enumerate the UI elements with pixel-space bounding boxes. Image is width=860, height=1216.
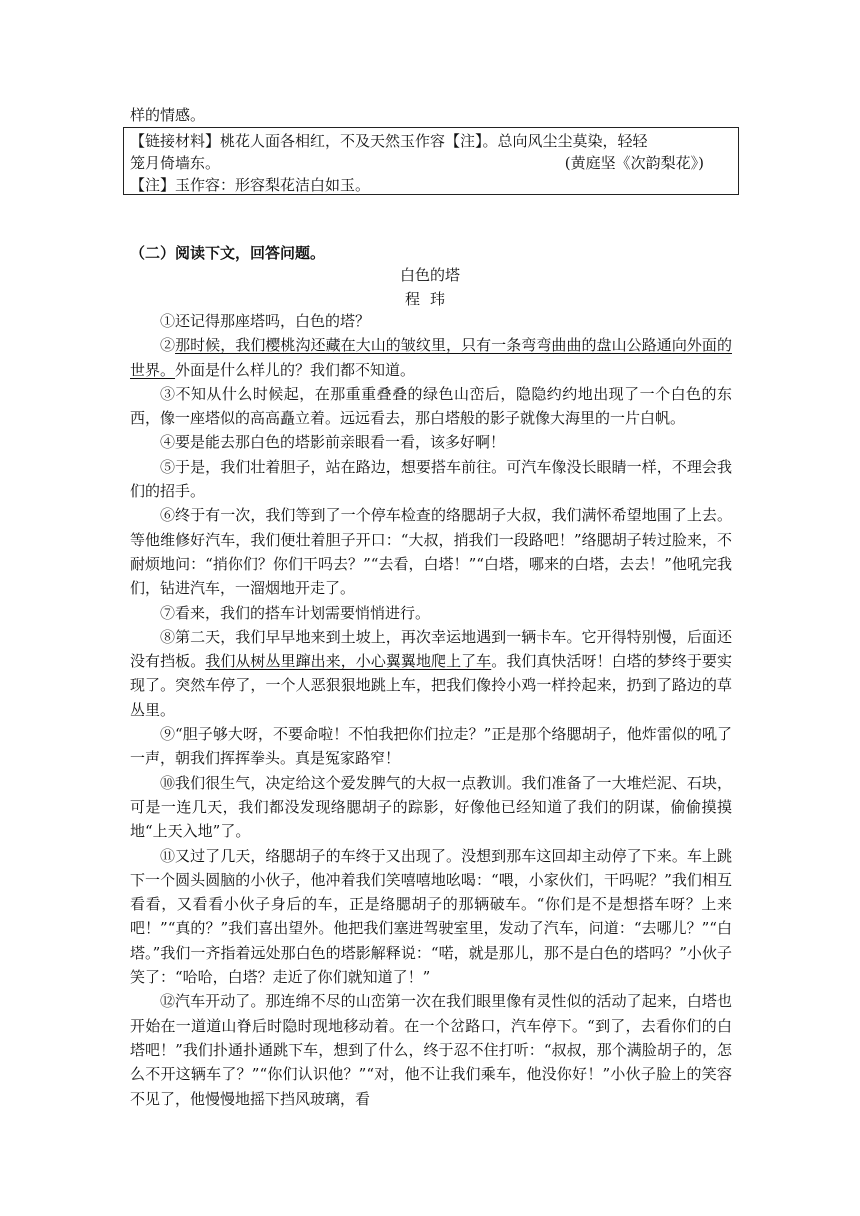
paragraph-7 <box>130 601 732 625</box>
paragraph-text: ⑨“胆子够大呀，不要命啦！不怕我把你们拉走？”正是那个络腮胡子，他炸雷似的吼了一声，朝我们挥挥拳头。真是冤家路窄！ <box>130 725 732 768</box>
article-body <box>130 309 732 1111</box>
paragraph-text: ③不知从什么时候起，在那重重叠叠的绿色山峦后，隐隐约约地出现了一个白色的东西，像一座塔似的高高矗立着。远远看去，那白塔般的影子就像大海里的一片白帆。 <box>130 384 732 428</box>
paragraph-3 <box>130 382 732 431</box>
paragraph-text: ⑤于是，我们壮着胆子，站在路边，想要搭车前往。可汽车像没长眼睛一样，不理会我们的招手。 <box>130 457 732 501</box>
paragraph-2 <box>130 333 732 382</box>
section-heading: （二）阅读下文，回答问题。 <box>130 244 326 262</box>
paragraph-5 <box>130 455 732 504</box>
article-title: 白色的塔 <box>399 266 460 284</box>
link-material-line-2: 笼月倚墙东。 <box>130 154 221 172</box>
paragraph-text: ⑩我们很生气，决定给这个爱发脾气的大叔一点教训。我们准备了一大堆烂泥、石块，可是一连几天，我们都没发现络腮胡子的踪影，好像他已经知道了我们的阴谋，偷偷摸摸地“上天入地”了。 <box>130 773 732 841</box>
paragraph-text: ①还记得那座塔吗，白色的塔？ <box>160 312 371 330</box>
paragraph-11 <box>130 844 732 990</box>
paragraph-text: ⑫汽车开动了。那连绵不尽的山峦第一次在我们眼里像有灵性似的活动了起来，白塔也开始在一道道山脊后时隐时现地移动着。在一个岔路口，汽车停下。“到了，去看你们的白塔吧！”我们扑通扑通跳下车，想到了什么，终于忍不住打听：“叔叔，那个满脸胡子的，怎么不开这辆车了？”“你们认识他？”“对，他不让我们乘车，他没你好！”小伙子脸上的笑容不见了，他慢慢地摇下挡风玻璃，看 <box>130 992 732 1108</box>
paragraph-1 <box>130 309 732 333</box>
paragraph-12 <box>130 989 732 1110</box>
paragraph-6 <box>130 503 732 600</box>
paragraph-4 <box>130 430 732 454</box>
paragraph-text: ⑥终于有一次，我们等到了一个停车检查的络腮胡子大叔，我们满怀希望地围了上去。等他维修好汽车，我们便壮着胆子开口：“大叔，捎我们一段路吧！”络腮胡子转过脸来，不耐烦地问：“捎你们？你们干吗去？”“去看，白塔！”“白塔，哪来的白塔，去去！”他吼完我们，钻进汽车，一溜烟地开走了。 <box>130 506 732 598</box>
article-author: 程玮 <box>404 290 455 308</box>
paragraph-10 <box>130 771 732 844</box>
paragraph-text: 。我们真快活呀！白塔的梦终于要实现了。突然车停了，一个人恶狠狠地跳上车，把我们像拎小鸡一样拎起来，扔到了路边的草丛里。 <box>130 652 732 719</box>
paragraph-text: ② <box>160 336 176 355</box>
link-material-box <box>123 127 739 195</box>
paragraph-text: ⑦看来，我们的搭车计划需要悄悄进行。 <box>160 603 431 622</box>
annotation-note: 【注】玉作容：形容梨花洁白如玉。 <box>130 176 371 194</box>
paragraph-text: ⑪又过了几天，络腮胡子的车终于又出现了。没想到那车这回却主动停了下来。车上跳下一个圆头圆脑的小伙子，他冲着我们笑嘻嘻地吆喝：“喂，小家伙们，干吗呢？”我们相互看看，又看看小伙子身后的车，正是络腮胡子的那辆破车。“你们是不是想搭车呀？上来吧！”“真的？”我们喜出望外。他把我们塞进驾驶室里，发动了汽车，问道：“去哪儿？”“白塔。”我们一齐指着远处那白色的塔影解释说：“喏，就是那儿，那不是白色的塔吗？”小伙子笑了：“哈哈，白塔？走近了你们就知道了！” <box>130 846 732 987</box>
paragraph-8 <box>130 625 732 722</box>
link-material-line-1: 【链接材料】桃花人面各相红，不及天然玉作容【注】。总向风尘尘莫染，轻轻 <box>130 132 648 150</box>
underlined-sentence: 我们从树丛里蹿出来，小心翼翼地爬上了车 <box>205 652 492 671</box>
previous-text-tail: 样的情感。 <box>130 106 206 124</box>
paragraph-text: ⑧第二天，我们早早地来到土坡上，再次幸运地遇到一辆卡车。它开得特别慢，后面还没有挡板。 <box>130 627 732 671</box>
paragraph-9 <box>130 722 732 771</box>
paragraph-text: 外面是什么样儿的？我们都不知道。 <box>175 360 416 379</box>
paragraph-text: ④要是能去那白色的塔影前亲眼看一看，该多好啊！ <box>160 433 506 452</box>
underlined-sentence: 那时候，我们樱桃沟还藏在大山的皱纹里，只有一条弯弯曲曲的盘山公路通向外面的世界。 <box>130 336 732 379</box>
poem-citation: (黄庭坚《次韵梨花》) <box>564 154 704 172</box>
